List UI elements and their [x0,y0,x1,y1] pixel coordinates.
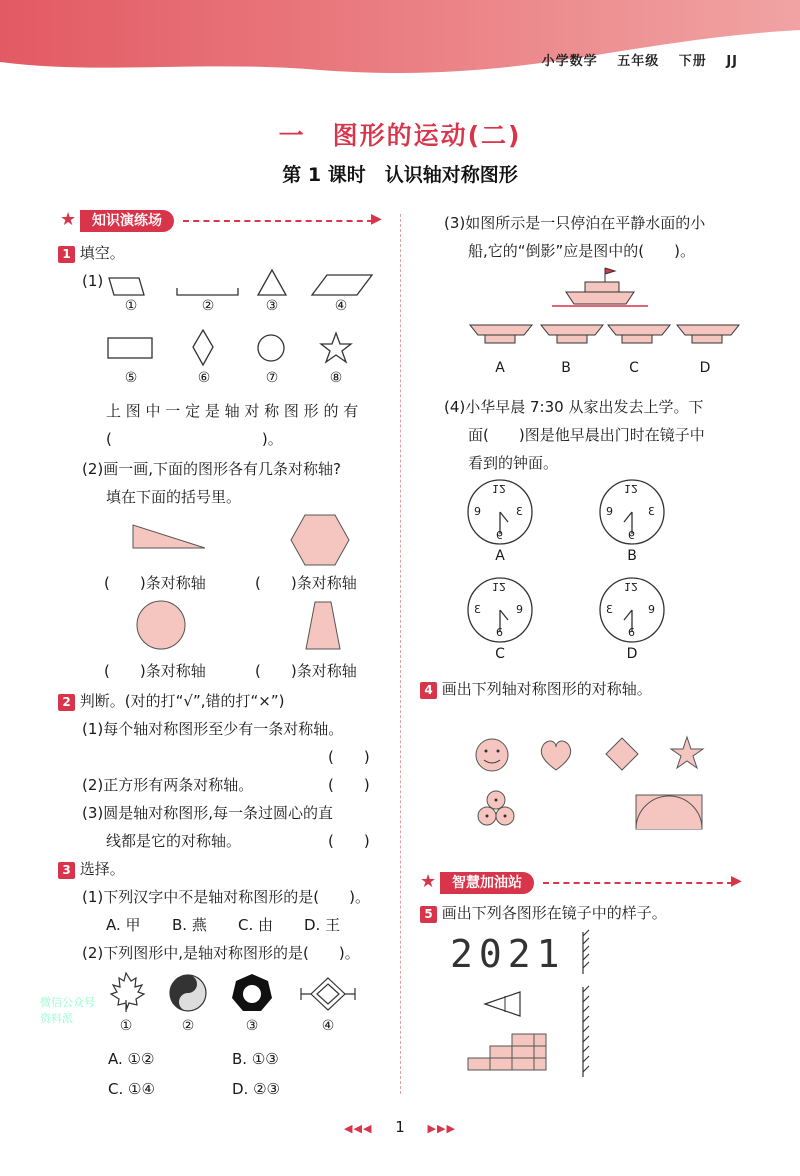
q2-answer-blank[interactable]: ( ) [328,832,370,850]
axis-count-blank[interactable]: ( )条对称轴 [104,662,206,680]
q2-item: (2)正方形有两条对称轴。 [82,776,254,794]
q3-option[interactable]: B. 燕 [172,916,207,934]
q3-option[interactable]: A. 甲 [106,916,141,934]
q2-number: 2 [58,694,75,711]
clock-number: 12 [492,482,506,495]
option-label[interactable]: B [627,548,637,564]
clock-number: 12 [492,580,506,593]
q3-option[interactable]: C. 由 [238,916,274,934]
option-label[interactable]: C [495,646,505,662]
clock-number: 6 [496,626,503,639]
q3-sub4: (4)小华早晨 7:30 从家出发去上学。下 [444,398,704,416]
clock-number: 9 [606,505,613,518]
q3-option[interactable]: A. ①② [108,1050,155,1068]
figure-label: ① [119,1018,133,1034]
star-icon: ★ [420,871,437,892]
clock-number: 9 [648,603,655,616]
axis-count-blank[interactable]: ( )条对称轴 [255,662,357,680]
page-footer [0,1118,800,1136]
shape-label: ⑤ [124,370,138,386]
q3-option[interactable]: D. 王 [304,916,341,934]
shape-label: ③ [265,298,279,314]
q3-sub2: (2)下列图形中,是轴对称图形的是( )。 [82,944,360,962]
shape-label: ⑦ [265,370,279,386]
page-number: 1 [395,1118,405,1136]
arrow-icon: ▶ [371,211,382,227]
q1-part1-label: (1) [82,272,104,290]
q1-part1-blank[interactable]: ( )。 [106,430,283,448]
q3-sub4: 看到的钟面。 [468,454,559,472]
q3-sub3: (3)如图所示是一只停泊在平静水面的小 [444,214,706,232]
clock-number: 3 [474,603,481,616]
q3-option[interactable]: C. ①④ [108,1080,155,1098]
clock-number: 6 [628,626,635,639]
shape-label: ⑧ [329,370,343,386]
clock-number: 9 [516,603,523,616]
year-digits: 2021 [450,932,566,976]
triangle-arrow-shape [485,992,520,1016]
clock-number: 3 [516,505,523,518]
q3-option[interactable]: B. ①③ [232,1050,279,1068]
q2-title: 判断。(对的打“√”,错的打“×”) [79,692,285,710]
q2-item: (3)圆是轴对称图形,每一条过圆心的直 [82,804,334,822]
option-label[interactable]: C [629,360,639,376]
q4-number: 4 [420,682,437,699]
shape-label: ① [124,298,138,314]
lesson-title: 第 1 课时 认识轴对称图形 [282,164,518,186]
q3-sub3: 船,它的“倒影”应是图中的( )。 [468,242,696,260]
grade-label: 五年级 [617,54,660,69]
q1-part2-text: 填在下面的括号里。 [106,488,242,506]
clock-number: 6 [496,528,503,541]
option-label[interactable]: B [561,360,571,376]
q2-item: 线都是它的对称轴。 [106,832,242,850]
watermark-line: 微信公众号 [40,996,95,1009]
clock-number: 3 [606,603,613,616]
volume-label: 下册 [678,54,707,69]
q5-title: 画出下列各图形在镜子中的样子。 [441,904,667,922]
axis-count-blank[interactable]: ( )条对称轴 [104,574,206,592]
q1-part1-text: 上 图 中 一 定 是 轴 对 称 图 形 的 有 [106,402,359,420]
option-label[interactable]: D [626,646,638,662]
figure-label: ④ [321,1018,335,1034]
edition-label: JJ [726,54,738,69]
q2-answer-blank[interactable]: ( ) [328,748,370,766]
series-label: 小学数学 [541,54,598,69]
q5-number: 5 [420,906,437,923]
unit-title: 一 图形的运动(二) [278,121,522,150]
q1-title: 填空。 [79,244,125,262]
option-label[interactable]: A [495,548,505,564]
option-label[interactable]: D [699,360,711,376]
right-arrows-icon: ▶▶▶ [427,1122,456,1135]
q2-answer-blank[interactable]: ( ) [328,776,370,794]
clock-number: 12 [624,580,638,593]
figure-label: ③ [245,1018,259,1034]
shape-label: ④ [334,298,348,314]
q4-title: 画出下列轴对称图形的对称轴。 [441,680,652,698]
watermark-line: 资料派 [40,1012,73,1025]
shape-label: ② [201,298,215,314]
clock-number: 6 [628,528,635,541]
staircase-shape [468,1034,546,1070]
q3-option[interactable]: D. ②③ [232,1080,280,1098]
star-icon: ★ [60,209,77,230]
q2-item: (1)每个轴对称图形至少有一条对称轴。 [82,720,344,738]
q3-sub4: 面( )图是他早晨出门时在镜子中 [468,426,705,444]
clock-number: 9 [474,505,481,518]
q1-number: 1 [58,246,75,263]
q1-part2-text: (2)画一画,下面的图形各有几条对称轴? [82,460,341,478]
option-label[interactable]: A [495,360,505,376]
section-practice-label: 知识演练场 [80,210,174,232]
shape-label: ⑥ [197,370,211,386]
arrow-icon: ▶ [731,873,742,889]
q3-title: 选择。 [79,860,125,878]
q3-number: 3 [58,862,75,879]
section-challenge-label: 智慧加油站 [440,872,534,894]
clock-number: 3 [648,505,655,518]
figure-label: ② [181,1018,195,1034]
left-arrows-icon: ◀◀◀ [344,1122,373,1135]
axis-count-blank[interactable]: ( )条对称轴 [255,574,357,592]
q3-sub1: (1)下列汉字中不是轴对称图形的是( )。 [82,888,370,906]
clock-number: 12 [624,482,638,495]
